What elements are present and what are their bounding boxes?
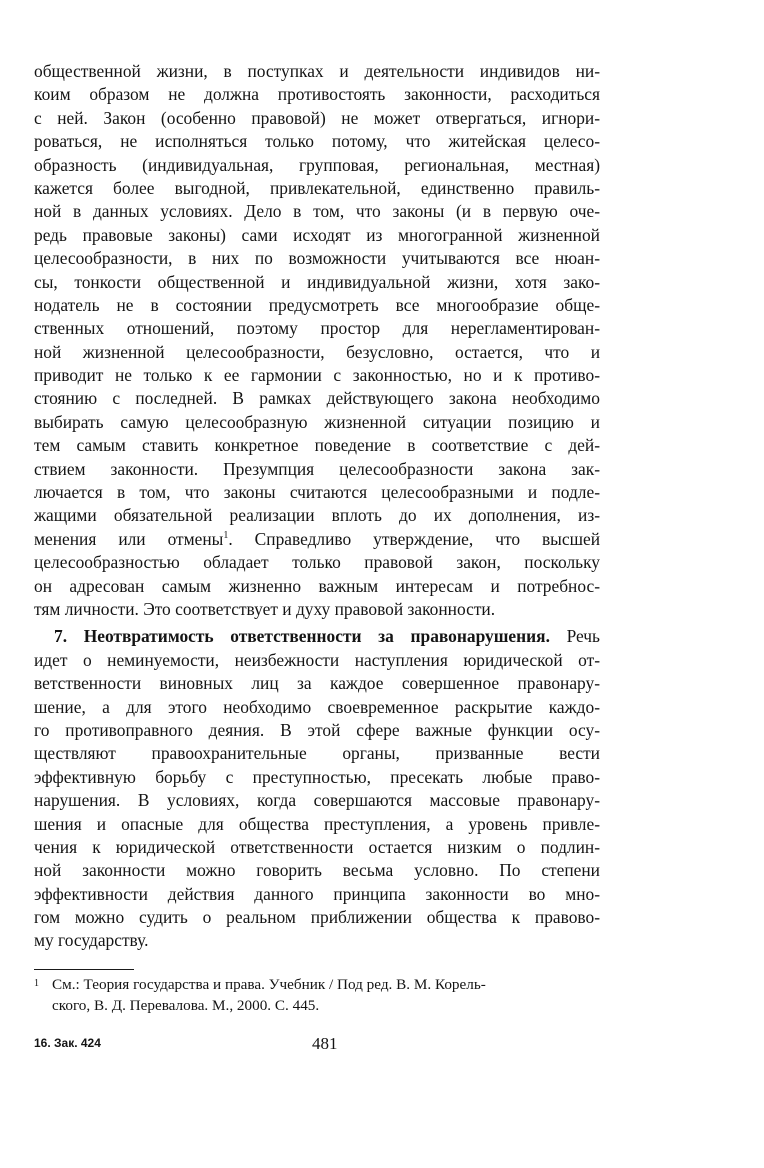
body-line-16: выбирать самую целесообразную жизненной ситуации позицию и — [34, 411, 600, 432]
body-line-12: ственных отношений, поэтому простор для нерегламентирован- — [34, 318, 600, 339]
section-7-line-7: эффективную борьбу с преступностью, пресекать любые право- — [34, 766, 600, 787]
section-7-first-line — [34, 625, 600, 648]
body-line-2: коим образом не должна противостоять законности, расходиться — [34, 84, 600, 105]
section-7-line-10: чения к юридической ответственности остается низким о подлин- — [34, 836, 600, 857]
footnote-text-1: См.: Теория государства и права. Учебник / Под ред. В. М. Корель- — [52, 976, 486, 993]
section-7-line-9: шения и опасные для общества преступления, а уровень привле- — [34, 813, 600, 834]
section-7-line-12: эффективности действия данного принципа законности во мно- — [34, 883, 600, 904]
body-line-7: ной в данных условиях. Дело в том, что законы (и в первую оче- — [34, 201, 600, 222]
body-line-23: он адресован самым жизненно важным интересам и потребнос- — [34, 575, 600, 596]
body-line-24: тям личности. Это соответствует и духу правовой законности. — [34, 598, 496, 619]
page-number: 481 — [312, 1034, 338, 1053]
body-line-13: ной жизненной целесообразности, безусловно, остается, что и — [34, 341, 600, 362]
body-line-3: с ней. Закон (особенно правовой) не может отвергаться, игнори- — [34, 107, 600, 128]
body-line-19: лючается в том, что законы считаются целесообразными и подле- — [34, 482, 600, 503]
body-line-21-start: менения или отмены — [34, 528, 224, 549]
section-7-first-line-tail: Речь — [549, 626, 600, 647]
footnote-mark: 1 — [34, 978, 39, 989]
body-line-14: приводит не только к ее гармонии с законностью, но и к противо- — [34, 365, 600, 386]
body-line-20: жащими обязательной реализации вплоть до их дополнения, из- — [34, 505, 600, 526]
body-line-9: целесообразности, в них по возможности учитываются все нюан- — [34, 248, 600, 269]
section-7-line-14: му государству. — [34, 930, 149, 951]
body-line-1: общественной жизни, в поступках и деятельности индивидов ни- — [34, 61, 600, 81]
body-line-5: образность (индивидуальная, групповая, региональная, местная) — [34, 154, 600, 175]
body-line-8: редь правовые законы) сами исходят из многогранной жизненной — [34, 224, 600, 245]
body-line-22: целесообразностью обладает только правовой закон, поскольку — [34, 552, 600, 573]
section-7-line-2: идет о неминуемости, неизбежности наступления юридической от- — [34, 649, 600, 670]
section-7-line-6: ществляют правоохранительные органы, призванные вести — [34, 743, 600, 764]
footnote-divider — [34, 969, 134, 970]
body-line-18: ствием законности. Презумпция целесообразности закона зак- — [34, 458, 600, 479]
footnote-line-1 — [34, 975, 600, 996]
page-body — [34, 60, 600, 953]
section-7-heading: 7. Неотвратимость ответственности за правонарушения. — [54, 626, 550, 647]
section-7-line-11: ной законности можно говорить весьма условно. По степени — [34, 860, 600, 881]
section-7-line-5: го противоправного деяния. В этой сфере важные функции осу- — [34, 719, 600, 740]
body-line-10: сы, тонкости общественной и индивидуальной жизни, хотя зако- — [34, 271, 600, 292]
body-line-4: роваться, не исполняться только потому, что житейская целесо- — [34, 131, 600, 152]
section-7-line-13: гом можно судить о реальном приближении общества к правово- — [34, 907, 600, 928]
body-line-17: тем самым ставить конкретное поведение в соответствие с дей- — [34, 435, 600, 456]
printer-signature: 16. Зак. 424 — [34, 1036, 101, 1050]
section-7-line-3: ветственности виновных лиц за каждое совершенное правонару- — [34, 673, 600, 694]
section-7-line-8: нарушения. В условиях, когда совершаются массовые правонару- — [34, 790, 600, 811]
body-line-21-end: . Справедливо утверждение, что высшей — [228, 528, 600, 549]
footnote — [34, 975, 600, 1016]
body-line-11: нодатель не в состоянии предусмотреть все многообразие обще- — [34, 294, 600, 315]
body-line-15: стоянию с последней. В рамках действующего закона необходимо — [34, 388, 600, 409]
footnote-line-2: ского, В. Д. Перевалова. М., 2000. С. 445. — [52, 996, 320, 1014]
footnote-reference-mark[interactable]: 1 — [223, 530, 229, 542]
body-line-6: кажется более выгодной, привлекательной, единственно правиль- — [34, 177, 600, 198]
body-line-21 — [34, 528, 600, 551]
section-7-line-4: шение, а для этого необходимо своевременное раскрытие каждо- — [34, 696, 600, 717]
